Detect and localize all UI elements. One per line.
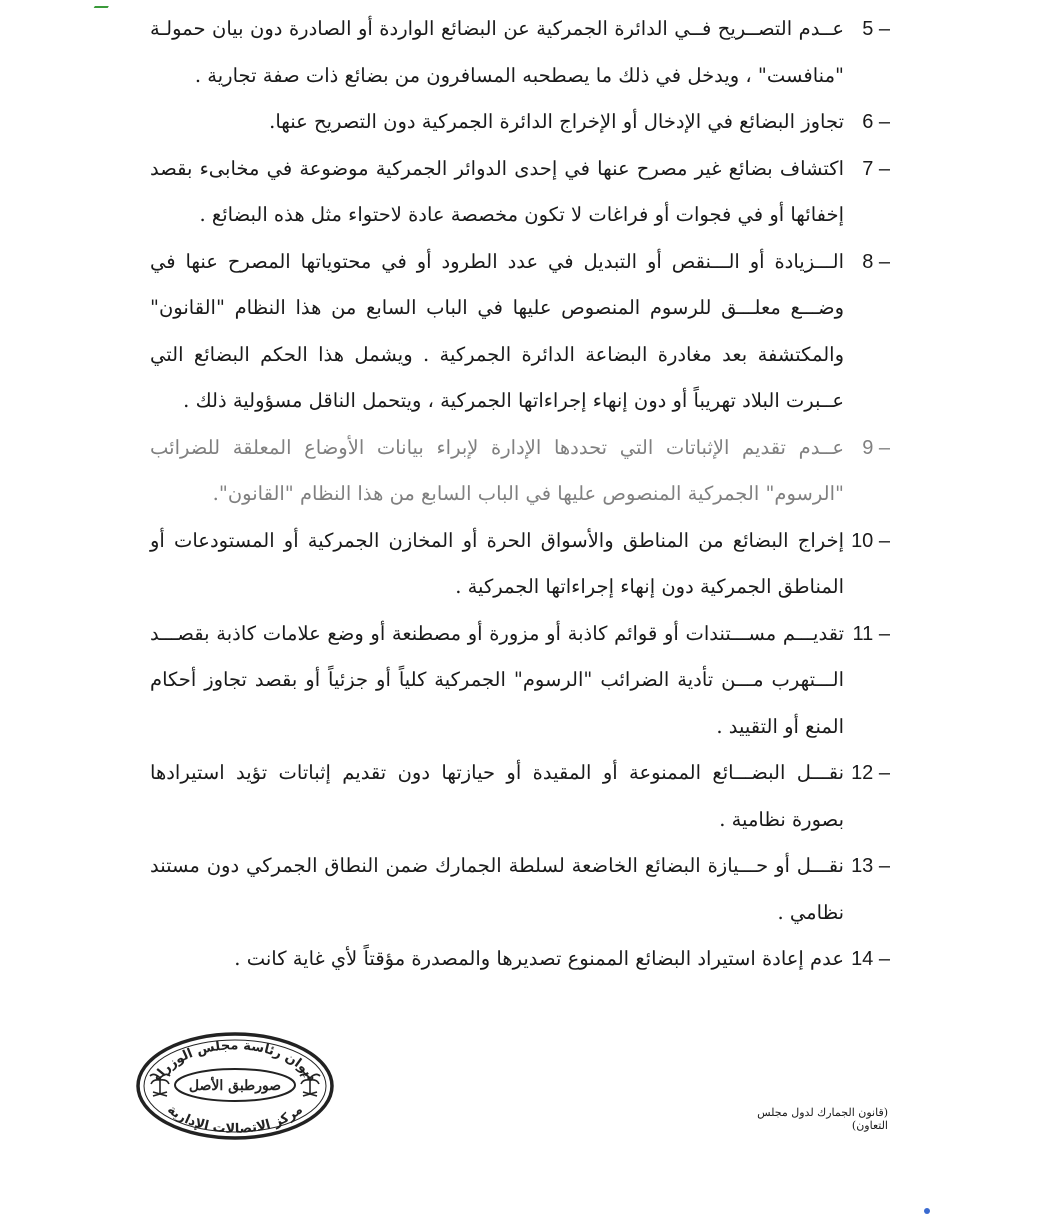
clause-11 [150,611,890,751]
clause-text: عــدم تقديم الإثباتات التي تحددها الإدارة لإبراء بيانات الأوضاع المعلقة للضرائب "الرسوم" الجمركية المنصوص عليها في الباب السابع من هذا النظام "القانون". [150,435,844,505]
corner-mark [94,0,113,8]
clause-8 [150,239,890,425]
clause-text: الـــزيادة أو الـــنقص أو التبديل في عدد الطرود أو في محتوياتها المصرح عنها في وضـــع معلـــق للرسوم المنصوص عليها في الباب السابع من هذا النظام "القانون" والمكتشفة بعد مغادرة البضاعة الدائرة الجمركية . ويشمل هذا الحكم البضائع التي عــبرت البلاد تهريباً أو دون إنهاء إجراءاتها الجمركية ، ويتحمل الناقل مسؤولية ذلك . [150,249,844,412]
clause-number: 7 – [862,157,890,180]
clause-text: تجاوز البضائع في الإدخال أو الإخراج الدائرة الجمركية دون التصريح عنها. [269,110,844,133]
clause-text: إخراج البضائع من المناطق والأسواق الحرة أو المخازن الجمركية أو المستودعات أو المناطق الجمركية دون إنهاء إجراءاتها الجمركية . [150,528,844,598]
clause-text: اكتشاف بضائع غير مصرح عنها في إحدى الدوائر الجمركية موضوعة في مخابىء بقصد إخفائها أو في فجوات أو فراغات لا تكون مخصصة عادة لاحتواء مثل هذه البضائع . [150,156,844,226]
clause-6 [150,99,890,146]
stamp-bottom-text: مركز الاتصالات الإدارية [164,1102,306,1137]
clause-5 [150,6,890,99]
clauses-list [150,6,890,983]
clause-number: 6 – [862,111,890,133]
clause-number: 14 – [851,948,890,970]
clause-number: 8 – [862,250,890,273]
clause-number: 11 – [852,622,890,645]
clause-text: تقديـــم مســـتندات أو قوائم كاذبة أو مزورة أو مصطنعة أو وضع علامات كاذبة بقصـــد الـــتهرب مـــن تأدية الضرائب "الرسوم" الجمركية كلياً أو جزئياً أو بقصد تجاوز أحكام المنع أو التقييد . [150,621,844,738]
clause-13 [150,843,890,936]
clause-number: 12 – [851,762,890,784]
page-mark-dot [924,1208,930,1214]
clause-number: 10 – [851,529,890,552]
clause-12 [150,750,890,843]
stamp-top-text: ديوان رئاسة مجلس الوزراء [150,1038,320,1085]
certification-stamp [134,1030,336,1142]
clause-14 [150,936,890,983]
footer-source: (قانون الجمارك لدول مجلس التعاون) [757,1106,888,1132]
clause-text: نقـــل البضـــائع الممنوعة أو المقيدة أو حيازتها دون تقديم إثباتات تؤيد استيرادها بصورة نظامية . [150,761,844,831]
clause-number: 9 – [862,436,890,459]
clause-text: عــدم التصــريح فــي الدائرة الجمركية عن البضائع الواردة أو الصادرة دون بيان حمولـة "منافست" ، ويدخل في ذلك ما يصطحبه المسافرون من بضائع ذات صفة تجارية . [150,17,844,87]
stamp-center-text: صورطبق الأصل [188,1078,282,1094]
clause-10 [150,518,890,611]
clause-number: 13 – [851,855,890,877]
clause-text: نقـــل أو حـــيازة البضائع الخاضعة لسلطة الجمارك ضمن النطاق الجمركي دون مستند نظامي . [150,854,844,924]
clause-text: عدم إعادة استيراد البضائع الممنوع تصديرها والمصدرة مؤقتاً لأي غاية كانت . [234,947,844,970]
clause-number: 5 – [862,18,890,40]
clause-9 [150,425,890,518]
clause-7 [150,146,890,239]
